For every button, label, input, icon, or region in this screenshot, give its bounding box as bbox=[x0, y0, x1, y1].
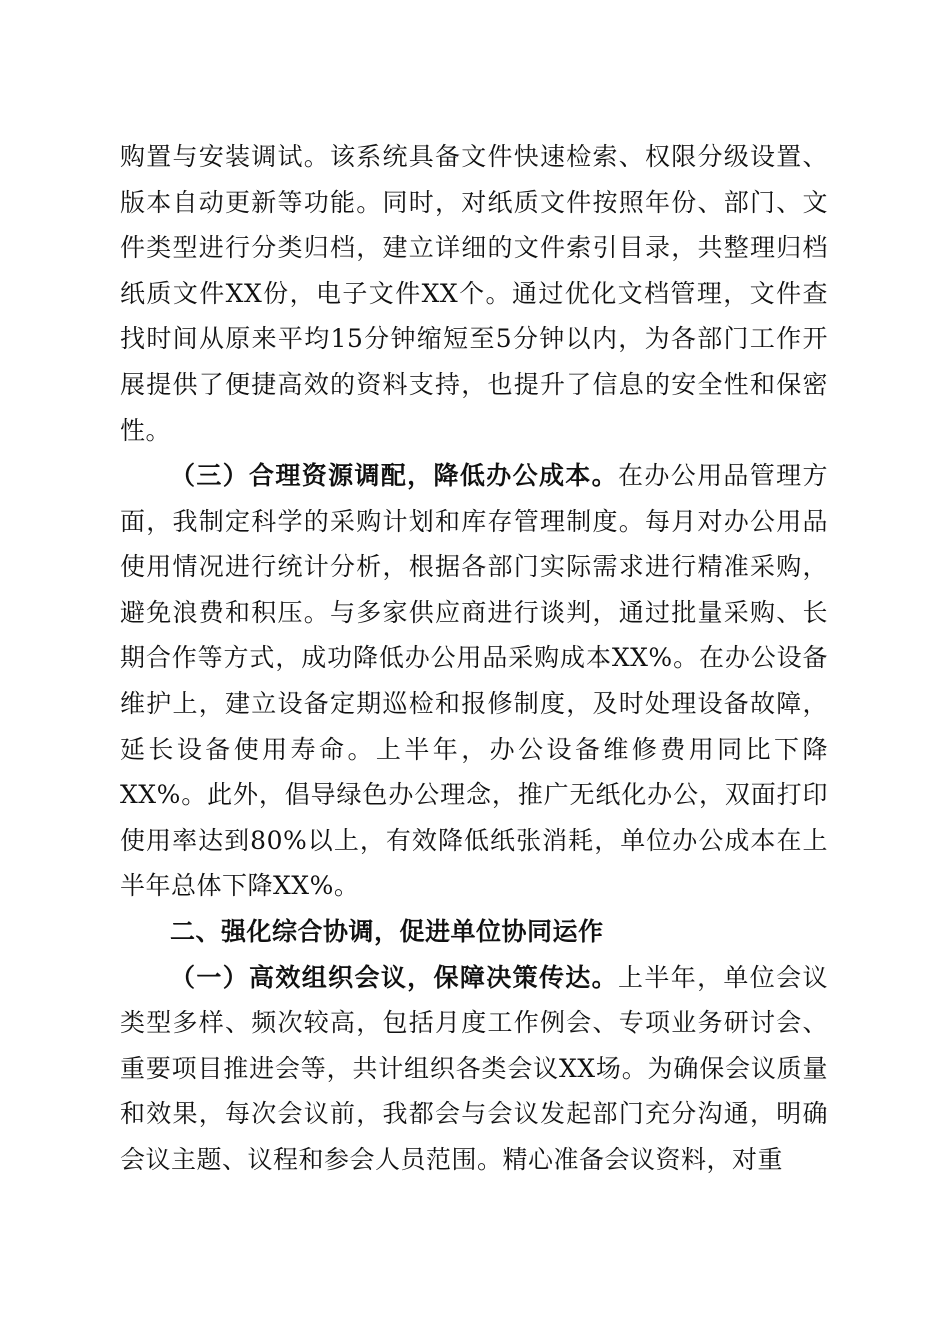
section-2-1-paragraph bbox=[120, 955, 828, 1183]
paragraph-continuation: 购置与安装调试。该系统具备文件快速检索、权限分级设置、版本自动更新等功能。同时，对纸质文件按照年份、部门、文件类型进行分类归档，建立详细的文件索引目录，共整理归档纸质文件XX份，电子文件XX个。通过优化文档管理，文件查找时间从原来平均15分钟缩短至5分钟以内，为各部门工作开展提供了便捷高效的资料支持，也提升了信息的安全性和保密性。 bbox=[120, 142, 828, 445]
section-2-1-lead: （一）高效组织会议，保障决策传达。 bbox=[170, 962, 619, 992]
section-2-heading: 二、强化综合协调，促进单位协同运作 bbox=[170, 917, 604, 946]
section-1-3-body: 在办公用品管理方面，我制定科学的采购计划和库存管理制度。每月对办公用品使用情况进行统计分析，根据各部门实际需求进行精准采购，避免浪费和积压。与多家供应商进行谈判，通过批量采购、长期合作等方式，成功降低办公用品采购成本XX%。在办公设备维护上，建立设备定期巡检和报修制度，及时处理设备故障，延长设备使用寿命。上半年，办公设备维修费用同比下降XX%。此外，倡导绿色办公理念，推广无纸化办公，双面打印使用率达到80%以上，有效降低纸张消耗，单位办公成本在上半年总体下降XX%。 bbox=[120, 461, 828, 901]
section-2-1-body: 上半年，单位会议类型多样、频次较高，包括月度工作例会、专项业务研讨会、重要项目推进会等，共计组织各类会议XX场。为确保会议质量和效果，每次会议前，我都会与会议发起部门充分沟通，明确会议主题、议程和参会人员范围。精心准备会议资料，对重 bbox=[120, 962, 828, 1174]
paragraph-continuation-block bbox=[120, 134, 828, 453]
section-1-3-paragraph bbox=[120, 453, 828, 909]
section-2-block bbox=[120, 909, 828, 1183]
section-1-3-lead: （三）合理资源调配，降低办公成本。 bbox=[170, 461, 619, 490]
section-1-3-block bbox=[120, 453, 828, 909]
